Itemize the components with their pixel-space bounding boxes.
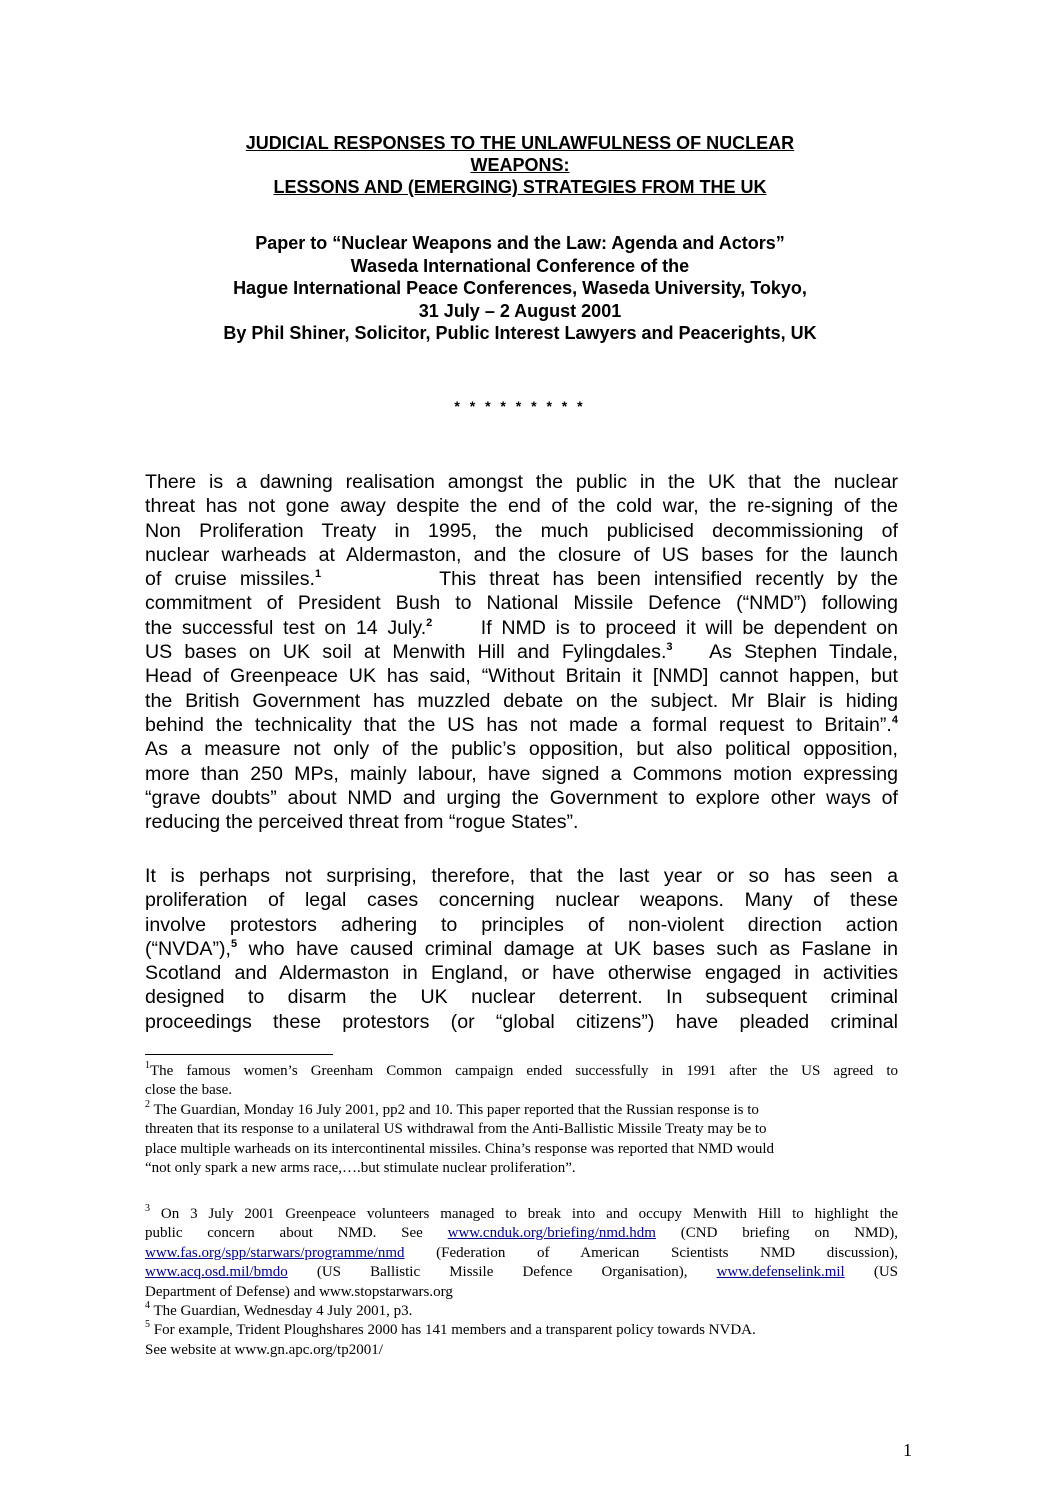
footnote-number: 4	[145, 1300, 150, 1312]
text-line: There is a dawning realisation amongst the public in the UK that the nuclear	[145, 471, 898, 493]
document-subtitle	[140, 232, 900, 345]
subtitle-line: Hague International Peace Conferences, Waseda University, Tokyo,	[233, 278, 807, 298]
title-line: LESSONS AND (EMERGING) STRATEGIES FROM THE UK	[273, 177, 767, 197]
footnote-ref: 5	[230, 937, 238, 950]
footnote-line: Department of Defense) and www.stopstarwars.org	[145, 1283, 453, 1300]
text-line: designed to disarm the UK nuclear deterrent. In subsequent criminal	[145, 986, 898, 1009]
footnote-number: 2	[145, 1099, 150, 1110]
text-line: proceedings these protestors (or “global citizens”) have pleaded criminal	[145, 1010, 898, 1033]
subtitle-line: 31 July – 2 August 2001	[418, 300, 622, 321]
link-cnd-briefing[interactable]: www.cnduk.org/briefing/nmd.hdm	[447, 1225, 656, 1242]
subtitle-line: Paper to “Nuclear Weapons and the Law: Agenda and Actors”	[255, 233, 785, 253]
text-line: Non Proliferation Treaty in 1995, the much publicised decommissioning of	[145, 519, 898, 542]
title-line: WEAPONS:	[470, 155, 570, 175]
text-line: proliferation of legal cases concerning nuclear weapons. Many of these	[145, 889, 898, 912]
section-separator: * * * * * * * * *	[454, 398, 586, 414]
footnote-4: $^4$ The Guardian, Wednesday 4 July 2001, p3.	[145, 1300, 413, 1320]
footnote-ref: 3	[666, 641, 673, 654]
footnote-line: www.fas.org/spp/starwars/programme/nmd (Federation of American Scientists NMD discussion),	[145, 1244, 898, 1261]
title-line: JUDICIAL RESPONSES TO THE UNLAWFULNESS OF NUCLEAR	[245, 133, 795, 153]
footnote-ref: 1	[314, 568, 322, 581]
text-line: Scotland and Aldermaston in England, or have otherwise engaged in activities	[145, 962, 898, 985]
text-line: the successful test on 14 July.$^2$ If NMD is to proceed it will be dependent on	[145, 616, 898, 639]
footnote-ref: 2	[426, 616, 433, 629]
document-title	[140, 132, 900, 198]
text-line: US bases on UK soil at Menwith Hill and Fylingdales.$^3$ As Stephen Tindale,	[145, 641, 898, 664]
footnote-line: close the base.	[145, 1082, 233, 1099]
text-line: threat has not gone away despite the end of the cold war, the re-signing of the	[145, 495, 898, 518]
footnote-number: 1	[145, 1060, 150, 1071]
footnote-line: See website at www.gn.apc.org/tp2001/	[145, 1341, 383, 1358]
footnote-line: threaten that its response to a unilateral US withdrawal from the Anti-Ballistic Missile Treaty may be to	[145, 1121, 767, 1138]
text-line: of cruise missiles.$^1$ This threat has been intensified recently by the	[145, 568, 898, 591]
footnote-1	[145, 1062, 898, 1101]
footnote-line: public concern about NMD. See www.cnduk.org/briefing/nmd.hdm (CND briefing on NMD),	[145, 1225, 898, 1242]
footnotes-3-to-5	[145, 1205, 898, 1360]
footnote-number: 3	[145, 1203, 150, 1214]
text-line: As a measure not only of the public’s opposition, but also political opposition,	[145, 738, 898, 761]
body-paragraph-2	[145, 864, 898, 1034]
link-defenselink[interactable]: www.defenselink.mil	[716, 1264, 845, 1281]
link-fas-nmd[interactable]: www.fas.org/spp/starwars/programme/nmd	[145, 1244, 405, 1261]
text-line: (“NVDA”),$^5$ who have caused criminal damage at UK bases such as Faslane in	[145, 937, 898, 960]
footnote-line: “not only spark a new arms race,….but stimulate nuclear proliferation”.	[145, 1160, 576, 1177]
text-line: “grave doubts” about NMD and urging the Government to explore other ways of	[145, 786, 898, 809]
text-line: Head of Greenpeace UK has said, “Without Britain it [NMD] cannot happen, but	[145, 665, 898, 688]
footnote-line: $^1$The famous women’s Greenham Common campaign ended successfully in 1991 after the US agreed to	[145, 1060, 898, 1079]
page-number: 1	[903, 1440, 912, 1460]
footnote-line: place multiple warheads on its intercontinental missiles. China’s response was reported that NMD would	[145, 1140, 775, 1157]
footnote-line: $^3$ On 3 July 2001 Greenpeace volunteers managed to break into and occupy Menwith Hill to highlight the	[145, 1203, 898, 1222]
text-line: more than 250 MPs, mainly labour, have signed a Commons motion expressing	[145, 762, 898, 785]
footnote-line: www.acq.osd.mil/bmdo (US Ballistic Missile Defence Organisation), www.defenselink.mil (US	[145, 1264, 898, 1281]
text-line: behind the technicality that the US has not made a formal request to Britain”.$^4$	[145, 713, 898, 736]
footnote-5: $^5$ For example, Trident Ploughshares 2000 has 141 members and a transparent policy towards NVDA.	[145, 1319, 756, 1339]
text-line: It is perhaps not surprising, therefore, that the last year or so has seen a	[145, 865, 898, 887]
footnote-number: 5	[145, 1319, 150, 1331]
footnote-line: $^2$ The Guardian, Monday 16 July 2001, pp2 and 10. This paper reported that the Russian response is to	[145, 1099, 759, 1118]
text-line: the British Government has muzzled debate on the subject. Mr Blair is hiding	[145, 689, 898, 712]
subtitle-line: Waseda International Conference of the	[350, 255, 690, 276]
text-line: involve protestors adhering to principles of non-violent direction action	[145, 913, 898, 936]
body-paragraph-1	[145, 470, 898, 834]
text-line: commitment of President Bush to National Missile Defence (“NMD”) following	[145, 592, 898, 615]
footnote-divider	[145, 1054, 333, 1055]
text-line: reducing the perceived threat from “rogue States”.	[145, 811, 579, 834]
author-line: By Phil Shiner, Solicitor, Public Interest Lawyers and Peacerights, UK	[223, 323, 817, 343]
footnote-2	[145, 1101, 898, 1179]
link-bmdo[interactable]: www.acq.osd.mil/bmdo	[145, 1264, 288, 1281]
footnote-ref: 4	[891, 713, 898, 726]
text-line: nuclear warheads at Aldermaston, and the closure of US bases for the launch	[145, 543, 898, 566]
